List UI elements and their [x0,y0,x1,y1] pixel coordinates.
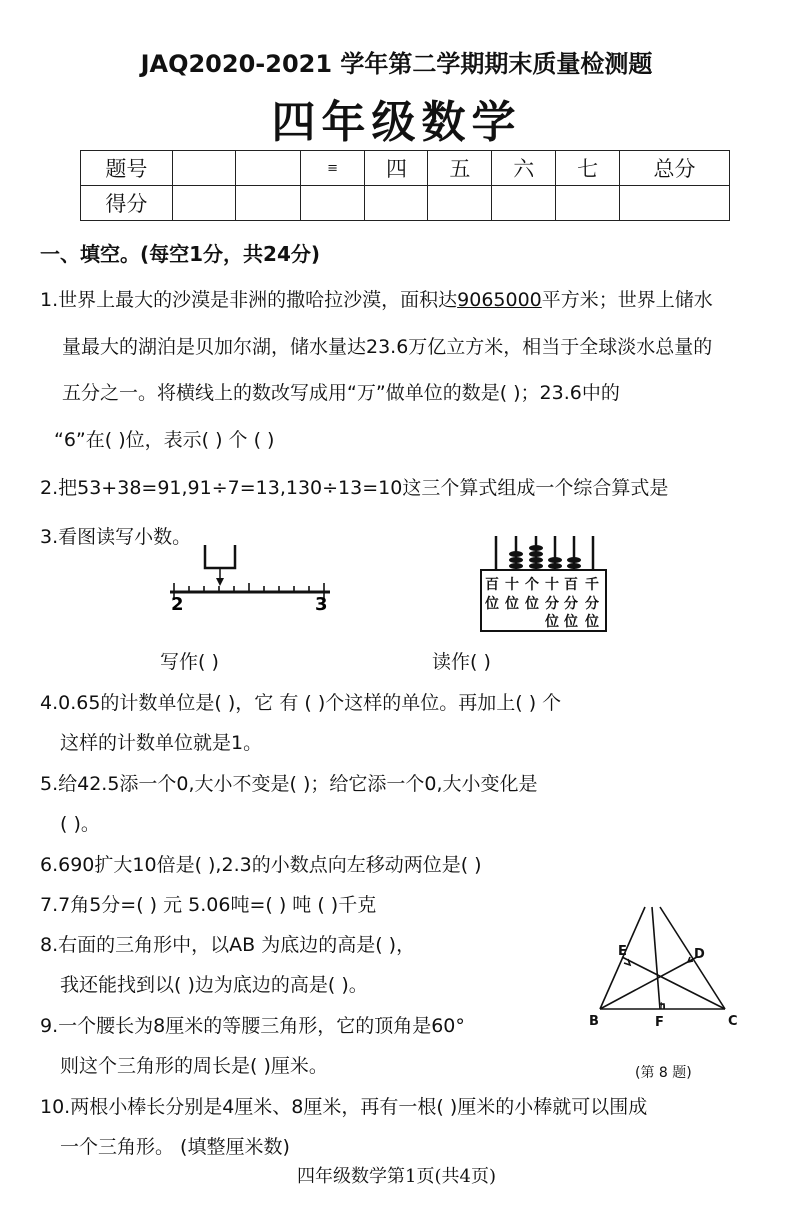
figure-caption: (第 8 题) [635,1065,692,1081]
score-input-cell[interactable] [235,186,300,221]
question-3-read: 读作( ) [432,651,491,673]
question-10-line-1: 10.两根小棒长分别是4厘米、8厘米，再有一根( )厘米的小棒就可以围成 [40,1096,648,1118]
number-line-figure [160,540,340,615]
score-input-cell[interactable] [620,186,730,221]
abacus-figure [475,532,610,634]
question-5-line-1: 5.给42.5添一个0,大小不变是( )；给它添一个0,大小变化是 [40,773,538,795]
question-9-line-1: 9.一个腰长为8厘米的等腰三角形，它的顶角是60° [40,1015,465,1037]
exam-title: JAQ2020-2021 学年第二学期期末质量检测题 [140,50,653,78]
question-5-line-2: ( )。 [60,813,100,835]
question-3-write: 写作( ) [160,651,219,673]
underlined-number: 9065000 [457,289,542,311]
text: 平方米；世界上储水 [541,289,713,311]
score-input-cell[interactable] [300,186,365,221]
table-cell: 七 [556,151,620,186]
question-8-line-1: 8.右面的三角形中，以AB 为底边的高是( )， [40,934,416,956]
abacus-label: 位 [525,596,539,612]
text: 1.世界上最大的沙漠是非洲的撒哈拉沙漠，面积达 [40,289,458,311]
score-table-row-score [81,186,730,221]
abacus-label: 位 [485,596,499,612]
score-table [80,150,730,221]
question-3: 3.看图读写小数。 [40,526,192,548]
section-heading: 一、填空。(每空1分，共24分) [40,242,321,266]
vertex-label-F: F [655,1015,664,1030]
abacus-label: 位 [545,614,559,630]
vertex-label-E: E [618,944,627,959]
question-4-line-1: 4.0.65的计数单位是( )，它 有 ( )个这样的单位。再加上( ) 个 [40,692,562,714]
score-input-cell[interactable] [556,186,620,221]
score-input-cell[interactable] [172,186,235,221]
score-table-row-header [81,151,730,186]
abacus-label: 位 [585,614,599,630]
question-8-line-2: 我还能找到以( )边为底边的高是( )。 [60,974,368,996]
table-cell: 总分 [620,151,730,186]
score-input-cell[interactable] [365,186,428,221]
question-1-line-4: “6”在( )位，表示( ) 个 ( ) [54,429,275,451]
table-cell: 四 [365,151,428,186]
table-cell: 六 [492,151,556,186]
abacus-label: 百 [564,577,578,593]
question-10-line-2: 一个三角形。 (填整厘米数) [60,1136,290,1158]
abacus-label: 分 [545,596,559,612]
question-9-line-2: 则这个三角形的周长是( )厘米。 [60,1055,328,1077]
table-cell [235,151,300,186]
score-input-cell[interactable] [492,186,556,221]
table-cell: ≡ [300,151,365,186]
abacus-label: 十 [545,577,559,593]
table-cell [172,151,235,186]
vertex-label-C: C [728,1014,738,1029]
height-mark: h [660,1002,666,1012]
abacus-label: 分 [564,596,578,612]
question-1-line-3: 五分之一。将横线上的数改写成用“万”做单位的数是( )；23.6中的 [62,382,620,404]
vertex-label-B: B [589,1014,599,1029]
question-1-line-1 [40,285,713,312]
score-input-cell[interactable] [428,186,492,221]
table-cell: 题号 [81,151,173,186]
question-2: 2.把53+38=91,91÷7=13,130÷13=10这三个算式组成一个综合算式是 [40,477,669,499]
abacus-label: 个 [525,577,539,593]
question-1-line-2: 量最大的湖泊是贝加尔湖，储水量达23.6万亿立方米，相当于全球淡水总量的 [62,336,713,358]
abacus-label: 百 [485,577,499,593]
question-7: 7.7角5分=( ) 元 5.06吨=( ) 吨 ( )千克 [40,894,377,916]
table-cell: 五 [428,151,492,186]
vertex-label-D: D [694,947,705,962]
ruler-right-label: 3 [315,594,328,615]
triangle-figure [580,905,750,1085]
abacus-label: 十 [505,577,519,593]
table-cell: 得分 [81,186,173,221]
abacus-label: 千 [585,577,599,593]
ruler-left-label: 2 [171,594,184,615]
abacus-label: 位 [564,614,578,630]
page-footer: 四年级数学第1页(共4页) [297,1166,496,1187]
exam-subtitle: 四年级数学 [271,97,522,148]
abacus-label: 分 [585,596,599,612]
question-4-line-2: 这样的计数单位就是1。 [60,732,263,754]
abacus-label: 位 [505,596,519,612]
question-6: 6.690扩大10倍是( ),2.3的小数点向左移动两位是( ) [40,854,482,876]
